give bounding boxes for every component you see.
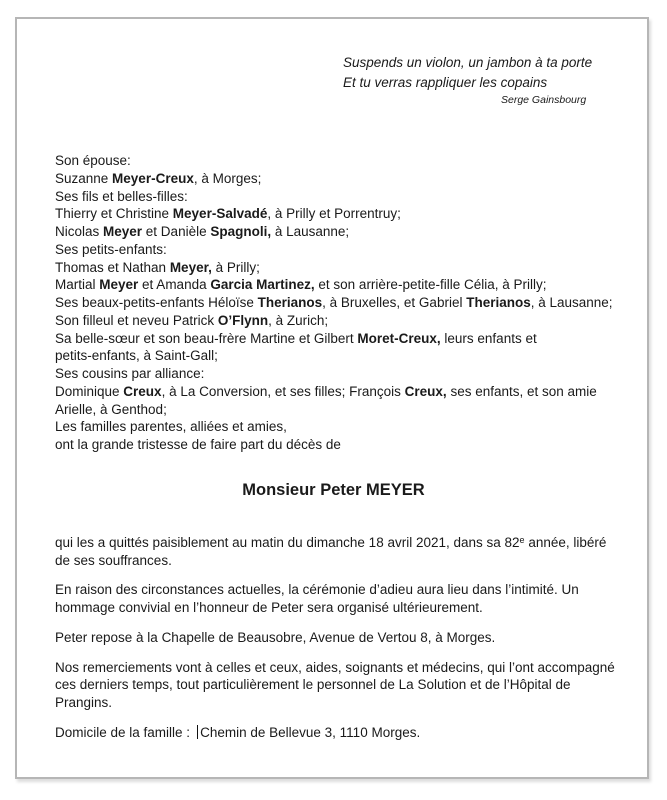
text-segment: Thomas et Nathan <box>55 259 170 275</box>
text-segment: , à Zurich; <box>268 312 329 328</box>
paragraph-line <box>55 694 612 712</box>
paragraph <box>55 581 612 617</box>
paragraph-line <box>55 581 612 599</box>
text-segment: ont la grande tristesse de faire part du décès de <box>55 437 341 452</box>
family-line <box>55 241 612 259</box>
family-name-bold: Therianos <box>466 295 531 310</box>
text-segment: , à Prilly et Porrentruy; <box>267 206 401 222</box>
paragraph-line <box>55 659 615 677</box>
family-name-bold: Moret-Creux, <box>357 330 441 346</box>
family-line <box>55 152 612 170</box>
paragraph <box>55 724 612 742</box>
text-segment: Suzanne <box>55 170 113 186</box>
family-line <box>55 383 612 401</box>
family-name-bold: Meyer, <box>169 259 212 275</box>
text-segment: Domicile de la famille : <box>55 724 194 740</box>
family-line <box>55 365 612 383</box>
text-segment: Prangins. <box>55 695 113 710</box>
paragraph-line <box>55 629 612 647</box>
text-segment: année, libéré <box>524 534 607 550</box>
text-segment: Les familles parentes, alliées et amies, <box>55 419 287 435</box>
text-segment: de ses souffrances. <box>55 552 172 568</box>
family-name-bold: Meyer-Creux <box>112 170 194 186</box>
text-cursor <box>197 725 198 739</box>
family-line <box>55 347 612 365</box>
text-segment: Sa belle-sœur et son beau-frère Martine et Gilbert <box>55 330 358 346</box>
family-name-bold: Therianos <box>257 295 323 310</box>
family-name-bold: O’Flynn <box>217 312 269 328</box>
paragraph <box>55 659 615 712</box>
family-line <box>55 418 612 436</box>
text-segment: à Lausanne; <box>271 224 350 239</box>
family-name-bold: Garcia Martinez, <box>210 277 315 293</box>
text-segment: hommage convivial en l’honneur de Peter sera organisé ultérieurement. <box>55 600 483 615</box>
text-segment: , à Bruxelles, et Gabriel <box>322 295 467 310</box>
text-segment: Arielle, à Genthod; <box>55 401 167 417</box>
epigraph-attribution: Serge Gainsbourg <box>501 94 587 106</box>
family-name-bold: Meyer <box>103 224 143 239</box>
family-line <box>55 188 612 206</box>
text-segment: , à Lausanne; <box>530 295 613 310</box>
text-segment: , à La Conversion, et ses filles; François <box>161 383 405 399</box>
paragraph-line <box>55 676 612 694</box>
text-segment: Peter repose à la Chapelle de Beausobre, Avenue de Vertou 8, à Morges. <box>55 629 496 645</box>
text-segment: Chemin de Bellevue 3, 1110 Morges. <box>200 724 421 740</box>
document-page <box>15 17 649 779</box>
family-name-bold: Creux, <box>404 383 447 399</box>
family-line <box>55 170 612 188</box>
text-segment: et son arrière-petite-fille Célia, à Prilly; <box>314 277 547 293</box>
text-segment: Thierry et Christine <box>55 206 173 222</box>
family-line <box>55 312 612 330</box>
family-line <box>55 294 612 312</box>
family-name-bold: Spagnoli, <box>210 224 272 239</box>
text-segment: petits-enfants, à Saint-Gall; <box>55 348 218 364</box>
text-segment: Dominique <box>55 383 124 399</box>
text-segment: Ses cousins par alliance: <box>55 366 205 381</box>
text-segment: qui les a quittés paisiblement au matin du dimanche 18 avril 2021, dans sa 82 <box>55 534 520 550</box>
paragraph-line <box>55 552 612 570</box>
family-line <box>55 205 612 223</box>
paragraph <box>55 532 612 570</box>
family-name-bold: Meyer-Salvadé <box>172 206 268 222</box>
paragraph <box>55 629 612 647</box>
text-segment: Nos remerciements vont à celles et ceux, aides, soignants et médecins, qui l’ont accompagné <box>55 659 615 675</box>
text-segment: Martial <box>55 277 100 293</box>
paragraph-line <box>55 724 612 742</box>
announcement-paragraphs <box>55 532 615 742</box>
epigraph <box>343 53 629 107</box>
announcement-body <box>55 152 615 742</box>
text-segment: , à Morges; <box>193 170 262 186</box>
family-line <box>55 276 612 294</box>
family-line <box>55 223 612 241</box>
text-segment: ses enfants, et son amie <box>446 383 597 399</box>
text-segment: Ses beaux-petits-enfants Héloïse <box>55 295 258 310</box>
family-line <box>55 436 612 454</box>
text-segment: et Danièle <box>142 224 211 239</box>
text-segment: ces derniers temps, tout particulièrement le personnel de La Solution et de l’Hôpital de <box>55 677 571 693</box>
epigraph-line-1: Suspends un violon, un jambon à ta porte <box>343 55 593 70</box>
text-segment: Son filleul et neveu Patrick <box>55 312 218 328</box>
text-segment: Ses petits-enfants: <box>55 241 167 257</box>
family-name-bold: Creux <box>123 383 162 399</box>
family-list <box>55 152 612 454</box>
family-line <box>55 330 612 348</box>
text-segment: e <box>519 534 525 545</box>
paragraph-line <box>55 532 612 552</box>
text-segment: Son épouse: <box>55 153 131 168</box>
text-segment: leurs enfants et <box>440 330 537 346</box>
text-segment: Nicolas <box>55 224 104 239</box>
family-line <box>55 259 612 277</box>
text-segment: à Prilly; <box>211 259 260 275</box>
family-name-bold: Meyer <box>99 277 139 293</box>
family-line <box>55 401 612 419</box>
epigraph-line-2: Et tu verras rappliquer les copains <box>343 75 548 90</box>
text-segment: et Amanda <box>138 277 211 293</box>
paragraph-line <box>55 599 612 617</box>
text-segment: En raison des circonstances actuelles, la cérémonie d’adieu aura lieu dans l’intimité. Un <box>55 582 579 598</box>
deceased-name-title: Monsieur Peter MEYER <box>242 480 425 499</box>
text-segment: Ses fils et belles-filles: <box>55 188 188 204</box>
